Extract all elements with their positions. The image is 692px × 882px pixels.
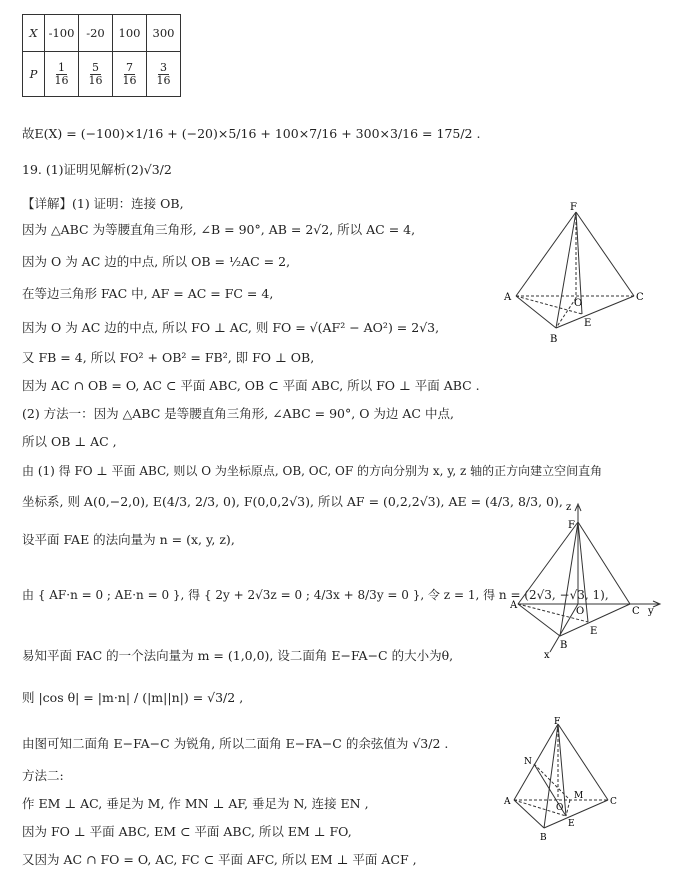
label-A: A — [504, 797, 511, 807]
proof-line: 因为 FO ⊥ 平面 ABC, EM ⊂ 平面 ABC, 所以 EM ⊥ FO, — [22, 824, 352, 839]
label-O: O — [556, 803, 564, 813]
x-label: X — [23, 15, 45, 52]
label-N: N — [524, 757, 532, 767]
table-row — [23, 52, 181, 97]
p-value: $\frac{1}{16}$ — [45, 52, 79, 97]
proof-line: 设平面 FAE 的法向量为 n = (x, y, z), — [22, 532, 235, 547]
proof-line: 所以 OB ⊥ AC , — [22, 434, 117, 449]
proof-line: 易知平面 FAC 的一个法向量为 m = (1,0,0), 设二面角 E−FA−C 的大小为θ, — [22, 648, 454, 663]
expectation-line: 故E(X) = (−100)×1/16 + (−20)×5/16 + 100×7/16 + 300×3/16 = 175/2 . — [22, 126, 481, 141]
label-B: B — [550, 334, 558, 345]
proof-line: 方法二: — [22, 768, 64, 783]
label-F: F — [570, 202, 577, 213]
proof-line: 则 |cos θ| = |m·n| / (|m||n|) = √3/2 , — [22, 690, 244, 705]
tetrahedron-figure-1 — [500, 200, 660, 350]
label-x: x — [544, 650, 550, 660]
q19-answer: 19. (1)证明见解析(2)√3/2 — [22, 162, 172, 177]
p-value: $\frac{7}{16}$ — [113, 52, 147, 97]
proof-line: 由 (1) 得 FO ⊥ 平面 ABC, 则以 O 为坐标原点, OB, OC, OF 的方向分别为 x, y, z 轴的正方向建立空间直角 — [22, 464, 603, 478]
proof-line: 由 { AF·n = 0 ; AE·n = 0 }, 得 { 2y + 2√3z = 0 ; 4/3x + 8/3y = 0 }, 令 z = 1, 得 n = (2√3, −√3, 1), — [22, 588, 609, 602]
proof-line: 因为 O 为 AC 边的中点, 所以 OB = ½AC = 2, — [22, 254, 291, 269]
label-O: O — [574, 298, 583, 309]
proof-line: (2) 方法一：因为 △ABC 是等腰直角三角形, ∠ABC = 90°, O 为边 AC 中点, — [22, 406, 454, 421]
proof-line: 在等边三角形 FAC 中, AF = AC = FC = 4, — [22, 286, 274, 301]
p-value: $\frac{3}{16}$ — [147, 52, 181, 97]
proof-line: 坐标系, 则 A(0,−2,0), E(4/3, 2/3, 0), F(0,0,2√3), 所以 AF = (0,2,2√3), AE = (4/3, 8/3, 0), — [22, 494, 563, 509]
label-C: C — [636, 292, 644, 303]
detail-heading: 【详解】(1) 证明：连接 OB, — [22, 196, 184, 211]
x-value: 100 — [113, 15, 147, 52]
label-B: B — [560, 640, 568, 651]
label-E: E — [584, 318, 592, 329]
proof-line: 因为 AC ∩ OB = O, AC ⊂ 平面 ABC, OB ⊂ 平面 ABC, 所以 FO ⊥ 平面 ABC . — [22, 378, 480, 393]
label-C: C — [632, 606, 640, 617]
label-M: M — [574, 791, 584, 801]
tetrahedron-figure-2 — [510, 500, 680, 660]
p-value: $\frac{5}{16}$ — [79, 52, 113, 97]
label-E: E — [590, 626, 598, 637]
proof-line: 因为 O 为 AC 边的中点, 所以 FO ⊥ AC, 则 FO = √(AF² − AO²) = 2√3, — [22, 320, 440, 335]
distribution-table — [22, 14, 181, 97]
label-C: C — [610, 797, 617, 807]
x-value: -20 — [79, 15, 113, 52]
label-A: A — [504, 292, 512, 303]
label-z: z — [566, 502, 572, 513]
proof-line: 又 FB = 4, 所以 FO² + OB² = FB², 即 FO ⊥ OB, — [22, 350, 315, 365]
label-O: O — [576, 606, 585, 617]
proof-line: 又因为 AC ∩ FO = O, AC, FC ⊂ 平面 AFC, 所以 EM ⊥ 平面 ACF , — [22, 852, 417, 867]
label-E: E — [568, 819, 575, 829]
tetrahedron-figure-3 — [500, 716, 640, 846]
p-label: P — [23, 52, 45, 97]
proof-line: 由图可知二面角 E−FA−C 为锐角, 所以二面角 E−FA−C 的余弦值为 √3/2 . — [22, 736, 449, 751]
label-F: F — [568, 520, 575, 531]
x-value: 300 — [147, 15, 181, 52]
table-row — [23, 15, 181, 52]
label-A: A — [510, 600, 518, 611]
proof-line: 因为 △ABC 为等腰直角三角形, ∠B = 90°, AB = 2√2, 所以 AC = 4, — [22, 222, 416, 237]
proof-line: 作 EM ⊥ AC, 垂足为 M, 作 MN ⊥ AF, 垂足为 N, 连接 EN , — [22, 796, 369, 811]
label-B: B — [540, 833, 547, 843]
label-F: F — [554, 717, 561, 727]
label-y: y — [648, 606, 654, 617]
x-value: -100 — [45, 15, 79, 52]
